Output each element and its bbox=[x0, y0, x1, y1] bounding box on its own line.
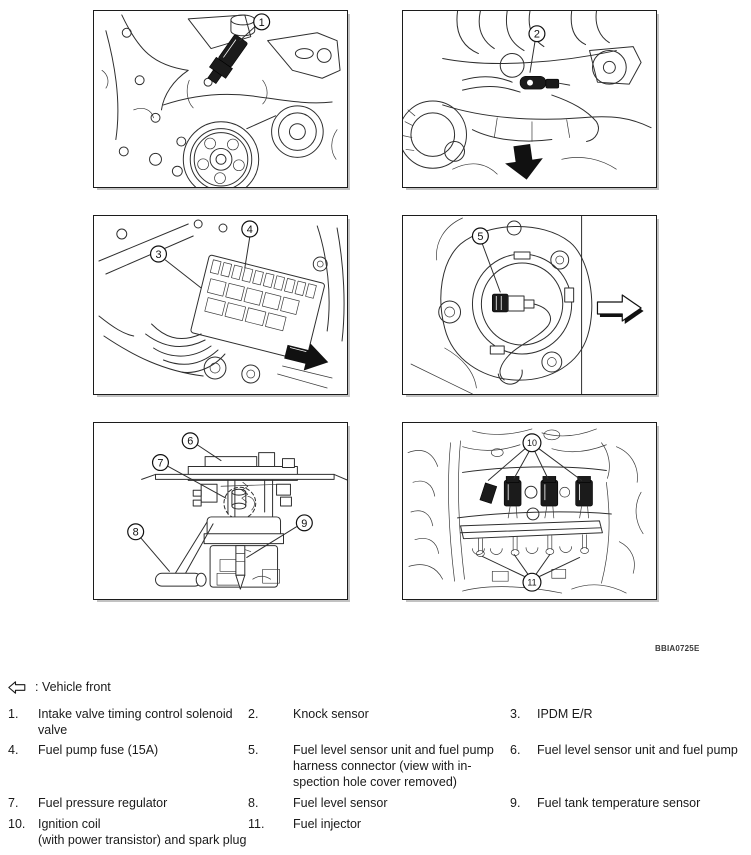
legend-item-text bbox=[537, 795, 700, 811]
legend-item-text bbox=[293, 795, 388, 811]
ipdm-illustration bbox=[94, 216, 347, 394]
engine-top-illustration bbox=[403, 423, 656, 599]
legend-item-5 bbox=[248, 742, 510, 790]
engine-front-illustration bbox=[94, 11, 347, 187]
legend-item-number: 1. bbox=[8, 707, 19, 721]
legend-item-text-line: Fuel level sensor unit and fuel pump bbox=[293, 743, 494, 757]
legend-item-text bbox=[293, 742, 494, 790]
callout-4 bbox=[242, 221, 258, 268]
panel-fuel-pump-connector bbox=[402, 215, 657, 395]
legend-item-7 bbox=[8, 795, 248, 811]
legend-item-text-line: Fuel injector bbox=[293, 817, 362, 831]
svg-text:2: 2 bbox=[533, 28, 540, 41]
vehicle-front-arrow-icon bbox=[8, 681, 26, 694]
legend-item-text-line: Ignition coil bbox=[38, 817, 101, 831]
legend-item-9 bbox=[510, 795, 751, 811]
svg-text:4: 4 bbox=[246, 223, 253, 237]
legend-item-number: 10. bbox=[8, 817, 26, 831]
legend-item-3 bbox=[510, 706, 751, 738]
svg-text:5: 5 bbox=[477, 230, 484, 244]
panel-fuel-pump-assembly bbox=[93, 422, 348, 600]
illustration-grid bbox=[93, 10, 657, 600]
legend-item-text-line: harness connector (view with in- bbox=[293, 759, 472, 773]
callout-10 bbox=[488, 434, 581, 480]
legend-item-number: 4. bbox=[8, 743, 19, 757]
panel-knock-sensor bbox=[402, 10, 657, 188]
legend-item-number: 3. bbox=[510, 707, 521, 721]
fuel-level-sensor-float bbox=[156, 573, 207, 586]
callout-5 bbox=[472, 228, 500, 292]
legend-item-text-line: Fuel level sensor unit and fuel pump bbox=[537, 743, 738, 757]
legend-item-number: 5. bbox=[248, 743, 259, 757]
figure-reference-code: BBIA0725E bbox=[655, 644, 700, 653]
legend-item-text-line: Fuel tank temperature sensor bbox=[537, 796, 701, 810]
callout-2 bbox=[529, 26, 545, 72]
legend-item-text-line: Fuel pressure regulator bbox=[38, 796, 168, 810]
ipdm-fuse-box bbox=[190, 255, 325, 362]
legend-item-number: 6. bbox=[510, 743, 521, 757]
panel-ipdm-er bbox=[93, 215, 348, 395]
legend-item-number: 9. bbox=[510, 796, 521, 810]
legend-item-text bbox=[38, 816, 246, 848]
legend-item-number: 11. bbox=[248, 817, 265, 831]
legend-item-text-line: (with power transistor) and spark plug bbox=[38, 833, 247, 847]
svg-text:3: 3 bbox=[155, 248, 162, 262]
legend-item-6 bbox=[510, 742, 751, 790]
svg-text:6: 6 bbox=[187, 435, 194, 448]
legend-item-text-line: Intake valve timing control solenoid bbox=[38, 707, 233, 721]
solenoid-valve-part bbox=[204, 33, 250, 86]
callout-3 bbox=[151, 246, 202, 288]
legend-item-empty bbox=[510, 816, 751, 848]
legend-row bbox=[8, 706, 751, 738]
legend bbox=[0, 678, 751, 848]
legend-item-text-line: Fuel level sensor bbox=[293, 796, 388, 810]
panel-intake-valve-timing-solenoid bbox=[93, 10, 348, 188]
legend-item-text bbox=[293, 816, 361, 832]
engine-side-illustration bbox=[403, 11, 656, 187]
legend-item-11 bbox=[248, 816, 510, 848]
svg-text:8: 8 bbox=[132, 526, 139, 539]
inspection-hole-illustration bbox=[403, 216, 656, 394]
legend-item-10 bbox=[8, 816, 248, 848]
svg-text:7: 7 bbox=[157, 457, 164, 470]
legend-item-4 bbox=[8, 742, 248, 790]
legend-row bbox=[8, 816, 751, 848]
legend-item-text bbox=[537, 706, 593, 722]
legend-item-number: 2. bbox=[248, 707, 259, 721]
legend-item-text-line: IPDM E/R bbox=[537, 707, 593, 721]
pressure-regulator-part bbox=[224, 487, 256, 519]
legend-item-text-line: Fuel pump fuse (15A) bbox=[38, 743, 159, 757]
vehicle-front-arrow-down-icon bbox=[504, 143, 544, 181]
legend-item-text-line: Knock sensor bbox=[293, 707, 369, 721]
legend-item-text bbox=[38, 706, 233, 738]
legend-item-number: 8. bbox=[248, 796, 259, 810]
svg-text:10: 10 bbox=[527, 438, 537, 449]
legend-item-8 bbox=[248, 795, 510, 811]
legend-item-number: 7. bbox=[8, 796, 19, 810]
svg-text:9: 9 bbox=[301, 517, 308, 530]
legend-item-2 bbox=[248, 706, 510, 738]
knock-sensor-part bbox=[520, 76, 570, 89]
callout-6 bbox=[182, 433, 221, 461]
svg-text:1: 1 bbox=[258, 16, 265, 29]
fuel-pump-illustration bbox=[94, 423, 347, 599]
legend-item-text-line: valve bbox=[38, 723, 68, 737]
legend-item-1 bbox=[8, 706, 248, 738]
vehicle-front-note bbox=[8, 678, 751, 696]
vehicle-front-label: : Vehicle front bbox=[35, 680, 111, 694]
legend-row bbox=[8, 795, 751, 811]
legend-item-text bbox=[537, 742, 738, 758]
callout-1 bbox=[240, 14, 270, 41]
callout-8 bbox=[128, 524, 170, 571]
legend-item-text bbox=[38, 742, 158, 758]
legend-item-text bbox=[293, 706, 369, 722]
panel-ignition-coils-injectors bbox=[402, 422, 657, 600]
legend-item-text bbox=[38, 795, 167, 811]
legend-row bbox=[8, 742, 751, 790]
callout-11 bbox=[482, 555, 579, 592]
svg-text:11: 11 bbox=[527, 577, 537, 588]
vehicle-front-arrow-right-icon bbox=[597, 295, 643, 324]
legend-item-text-line: spection hole cover removed) bbox=[293, 775, 457, 789]
